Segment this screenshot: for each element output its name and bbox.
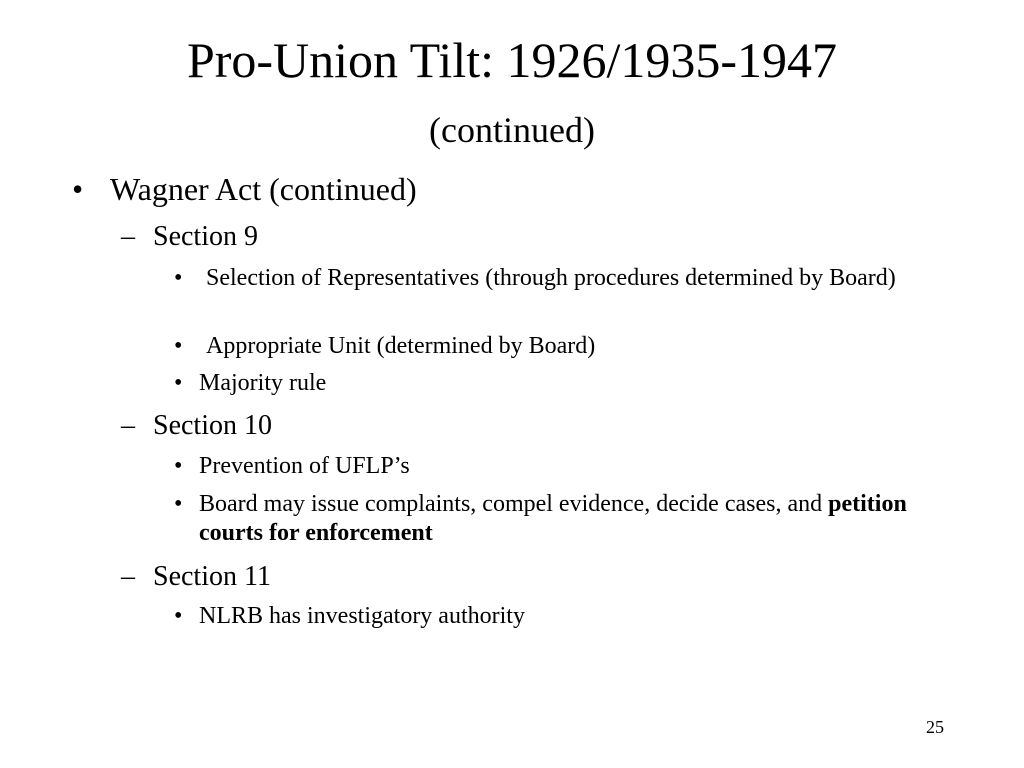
section-label: Section 11 bbox=[153, 561, 271, 592]
bullet-item-appropriate-unit bbox=[174, 332, 914, 361]
bullet-item-text: Selection of Representatives (through procedures determined by Board) bbox=[206, 265, 896, 291]
bullet-item-selection bbox=[174, 264, 914, 293]
bullet-marker: • bbox=[174, 333, 183, 359]
bullet-item-prevention bbox=[174, 452, 914, 481]
bullet-item-text: Prevention of UFLP’s bbox=[199, 453, 410, 479]
page-number: 25 bbox=[926, 717, 944, 737]
dash-marker: – bbox=[121, 561, 135, 592]
bullet-item-text: Appropriate Unit (determined by Board) bbox=[206, 333, 596, 359]
bullet-item-nlrb bbox=[174, 602, 914, 631]
bullet-marker: • bbox=[174, 265, 183, 291]
dash-marker: – bbox=[121, 221, 135, 252]
bullet-item-text: Majority rule bbox=[199, 370, 327, 396]
dash-marker: – bbox=[121, 410, 135, 441]
bullet-item-text bbox=[199, 490, 914, 548]
bullet-item-text: NLRB has investigatory authority bbox=[199, 603, 525, 629]
section-label: Section 10 bbox=[153, 410, 272, 441]
bullet-marker: • bbox=[174, 453, 183, 479]
bullet-item-text-bold: petition courts for enforcement bbox=[199, 491, 907, 546]
slide-subtitle: (continued) bbox=[429, 110, 595, 150]
bullet-item-majority-rule bbox=[174, 369, 914, 398]
bullet-marker: • bbox=[174, 491, 183, 517]
bullet-text: Wagner Act (continued) bbox=[110, 171, 417, 207]
bullet-item-board-powers bbox=[174, 490, 914, 548]
section-label: Section 9 bbox=[153, 221, 258, 252]
bullet-item-text-plain: Board may issue complaints, compel evidence, decide cases, and bbox=[199, 491, 829, 517]
bullet-marker: • bbox=[72, 171, 84, 207]
slide-title: Pro-Union Tilt: 1926/1935-1947 bbox=[186, 32, 838, 88]
bullet-marker: • bbox=[174, 603, 183, 629]
bullet-marker: • bbox=[174, 370, 183, 396]
